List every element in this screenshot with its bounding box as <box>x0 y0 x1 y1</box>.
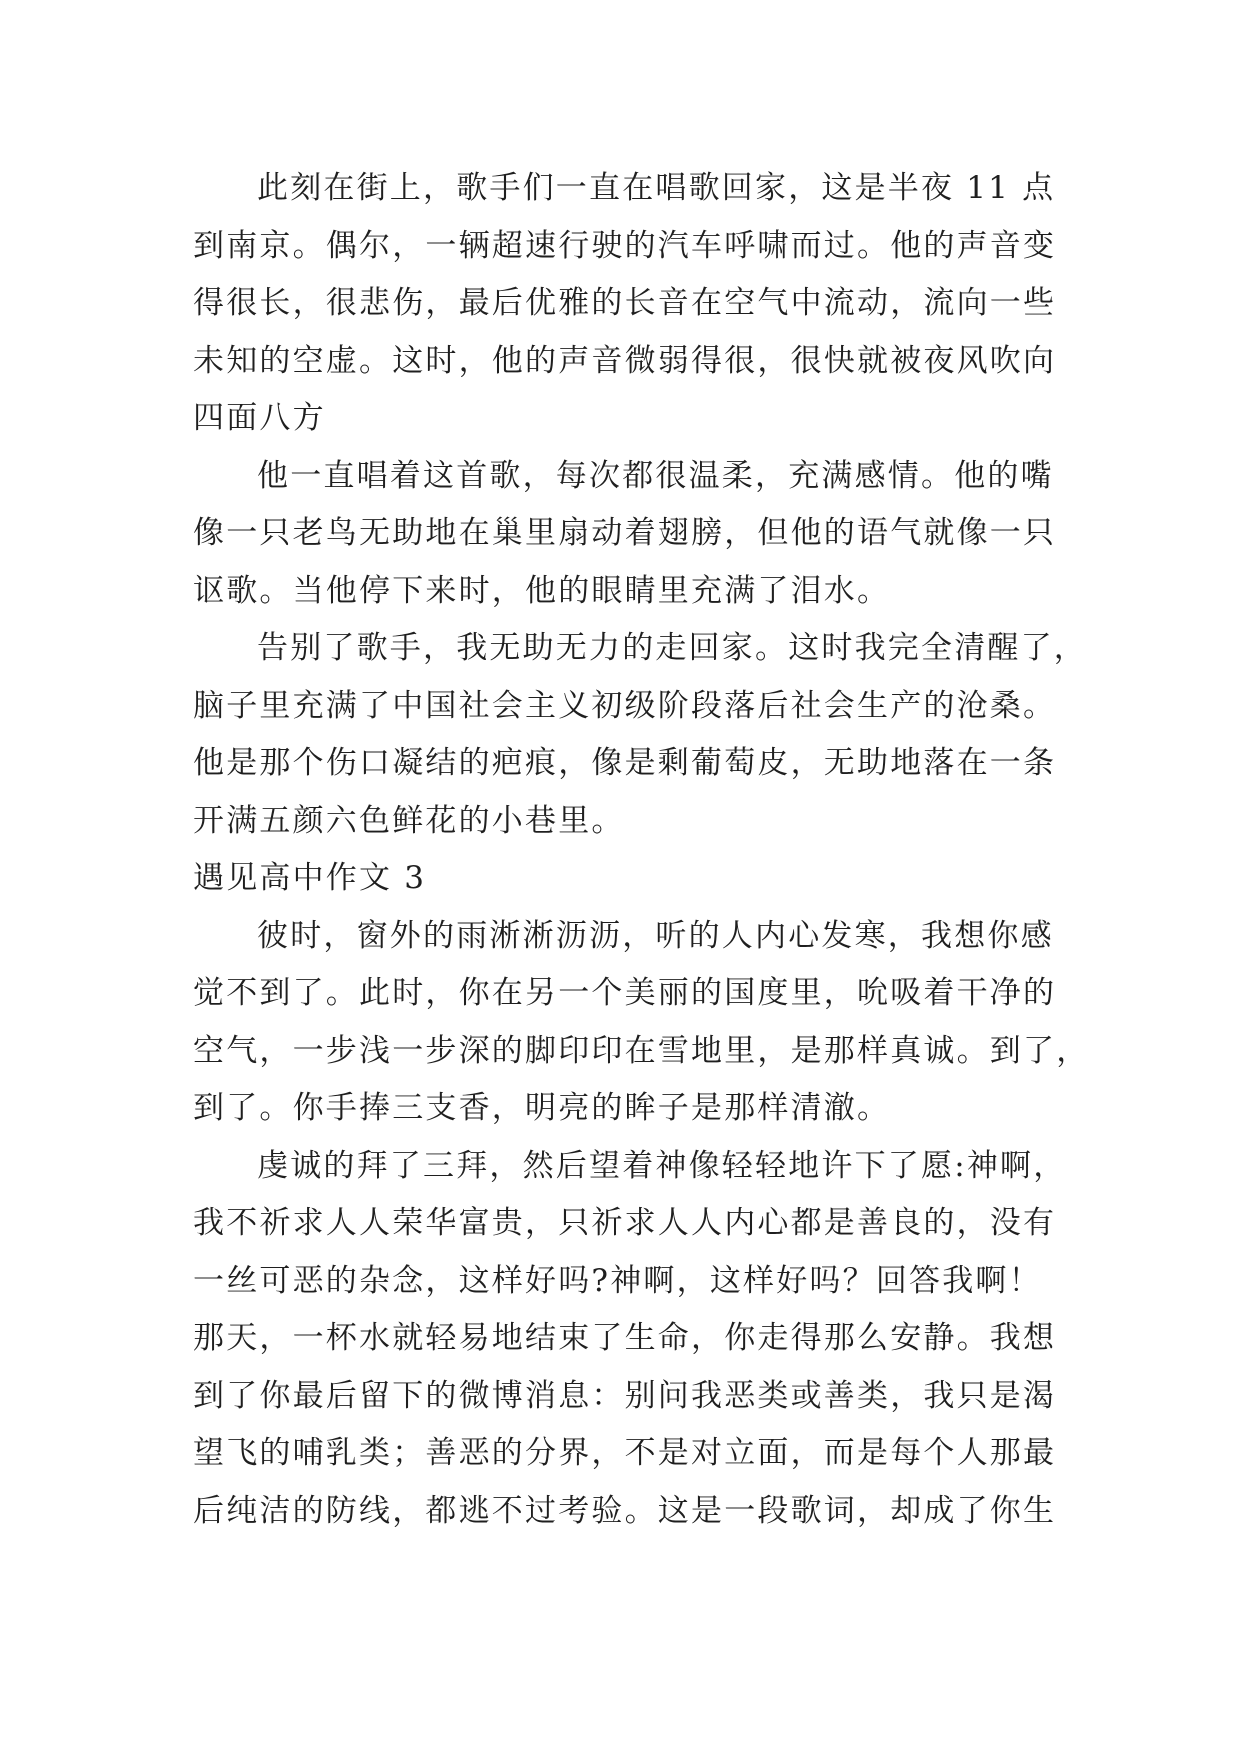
text-line: 一丝可恶的杂念，这样好吗?神啊，这样好吗？回答我啊！ <box>193 1262 1042 1299</box>
text-line: 告别了歌手，我无助无力的走回家。这时我完全清醒了， <box>257 630 1087 666</box>
text-line: 此刻在街上，歌手们一直在唱歌回家，这是半夜 11 点 <box>257 170 1056 206</box>
text-line: 开满五颜六色鲜花的小巷里。 <box>193 802 625 839</box>
text-line: 望飞的哺乳类；善恶的分界，不是对立面，而是每个人那最 <box>193 1435 1057 1471</box>
text-line: 彼时，窗外的雨淅淅沥沥，听的人内心发寒，我想你感 <box>257 917 1054 954</box>
text-line: 那天，一杯水就轻易地结束了生命，你走得那么安静。我想 <box>193 1320 1057 1356</box>
text-line: 空气，一步浅一步深的脚印印在雪地里，是那样真诚。到了， <box>193 1032 1090 1069</box>
document-body <box>193 160 1090 1540</box>
text-line: 到了。你手捧三支香，明亮的眸子是那样清澈。 <box>193 1090 891 1126</box>
text-line: 虔诚的拜了三拜，然后望着神像轻轻地许下了愿:神啊， <box>257 1147 1067 1184</box>
text-line: 四面八方 <box>193 400 326 436</box>
text-line: 像一只老鸟无助地在巢里扇动着翅膀，但他的语气就像一只 <box>193 515 1057 551</box>
text-line: 觉不到了。此时，你在另一个美丽的国度里，吮吸着干净的 <box>193 975 1057 1011</box>
text-line: 他是那个伤口凝结的疤痕，像是剩葡萄皮，无助地落在一条 <box>193 745 1057 781</box>
text-line: 得很长，很悲伤，最后优雅的长音在空气中流动，流向一些 <box>193 285 1057 321</box>
section-heading: 遇见高中作文 3 <box>193 860 427 896</box>
text-line: 后纯洁的防线，都逃不过考验。这是一段歌词，却成了你生 <box>193 1492 1057 1529</box>
text-line: 到了你最后留下的微博消息：别问我恶类或善类，我只是渴 <box>193 1377 1057 1414</box>
text-line: 脑子里充满了中国社会主义初级阶段落后社会生产的沧桑。 <box>193 687 1057 724</box>
text-line: 我不祈求人人荣华富贵，只祈求人人内心都是善良的，没有 <box>193 1205 1057 1241</box>
text-line: 到南京。偶尔，一辆超速行驶的汽车呼啸而过。他的声音变 <box>193 227 1057 264</box>
text-line: 未知的空虚。这时，他的声音微弱得很，很快就被夜风吹向 <box>193 342 1057 379</box>
text-line: 讴歌。当他停下来时，他的眼睛里充满了泪水。 <box>193 572 891 609</box>
text-line: 他一直唱着这首歌，每次都很温柔，充满感情。他的嘴 <box>257 457 1054 494</box>
